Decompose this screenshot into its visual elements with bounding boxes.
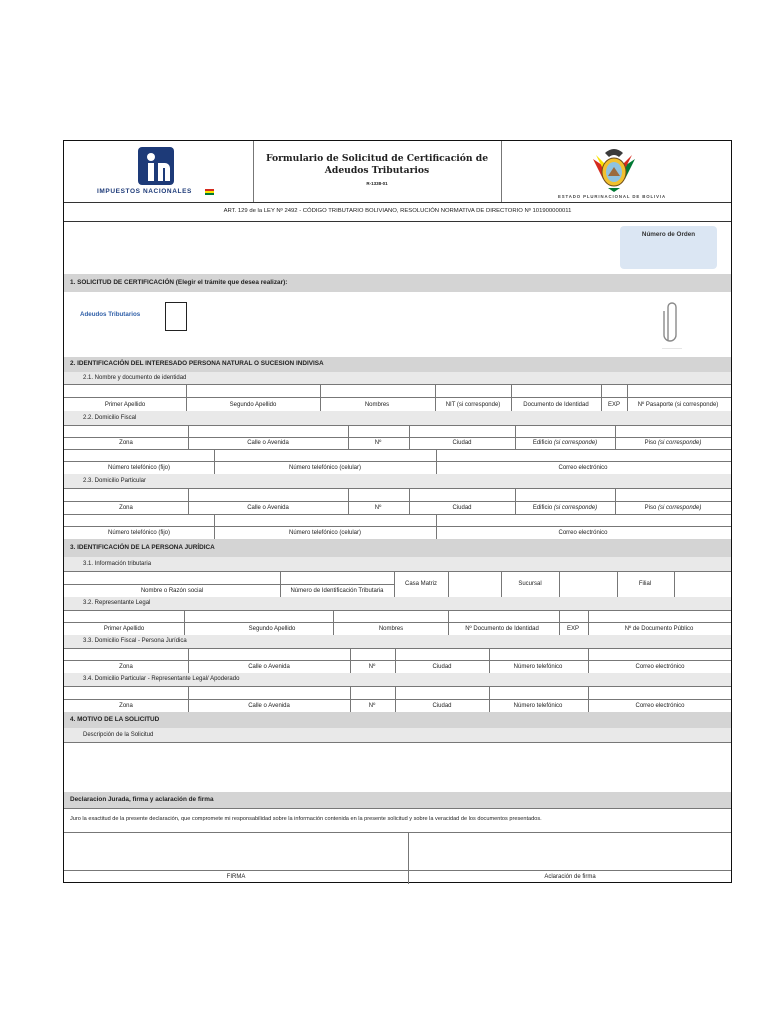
signature-label: FIRMA: [226, 874, 246, 880]
col-ciudad-2: Ciudad: [452, 505, 472, 511]
col-rep-zona: Zona: [119, 703, 133, 709]
page-title-line2: Adeudos Tributarios: [324, 165, 430, 176]
col-calle: Calle o Avenida: [247, 440, 289, 446]
description-textarea[interactable]: [64, 742, 731, 792]
signature-field[interactable]: [64, 832, 408, 870]
col-nit: NIT (si corresponde): [445, 402, 501, 408]
col-rep-ciudad: Ciudad: [432, 703, 452, 709]
section-3-title: 3. IDENTIFICACIÓN DE LA PERSONA JURÍDICA: [70, 544, 215, 551]
subsection-2-1: 2.1. Nombre y documento de identidad: [83, 375, 187, 381]
adeudos-checkbox[interactable]: [165, 302, 187, 331]
bolivia-flag-icon: [205, 189, 214, 195]
tax-form: [63, 140, 732, 883]
col-primer-apellido: Primer Apellido: [104, 402, 146, 408]
col-segundo-apellido: Segundo Apellido: [229, 402, 277, 408]
col-ciudad: Ciudad: [452, 440, 472, 446]
col-rep-primer-apellido: Primer Apellido: [103, 626, 145, 632]
col-rep-correo: Correo electrónico: [635, 703, 685, 709]
col-pasaporte: Nº Pasaporte (si corresponde): [637, 402, 719, 408]
col-piso-2: [645, 505, 702, 511]
col-jur-zona: Zona: [119, 664, 133, 670]
col-exp: EXP: [607, 402, 621, 408]
col-rep-segundo-apellido: Segundo Apellido: [248, 626, 296, 632]
order-number-label: Número de Orden: [641, 231, 696, 238]
page-title: Formulario de Solicitud de Certificación de: [265, 153, 489, 164]
col-edificio-2-label: Edificio: [532, 505, 553, 511]
impuestos-logo-icon: [138, 147, 174, 185]
col-edificio-2: [533, 505, 597, 511]
subsection-2-2: 2.2. Domicilio Fiscal: [83, 415, 137, 421]
col-jur-ciudad: Ciudad: [432, 664, 452, 670]
subsection-3-3: 3.3. Domicilio Fiscal - Persona Jurídica: [83, 638, 187, 644]
col-zona: Zona: [119, 440, 133, 446]
col-rep-documento: Nº Documento de Identidad: [465, 626, 539, 632]
section-4-title: 4. MOTIVO DE LA SOLICITUD: [70, 716, 160, 723]
form-code: R-1338-01: [366, 181, 388, 186]
section-1-title: 1. SOLICITUD DE CERTIFICACIÓN (Elegir el trámite que desea realizar):: [70, 279, 288, 286]
col-edificio-note: (si corresponde): [553, 440, 598, 446]
subsection-4-1: Descripción de la Solicitud: [83, 732, 154, 738]
col-rep-nombres: Nombres: [378, 626, 404, 632]
subsection-2-3: 2.3. Domicilio Particular: [83, 478, 147, 484]
title-block: [253, 141, 501, 202]
col-numero-2: Nº: [374, 505, 382, 511]
col-correo-2: Correo electrónico: [558, 530, 608, 536]
col-rep-numero: Nº: [368, 703, 376, 709]
col-calle-2: Calle o Avenida: [247, 505, 289, 511]
col-nombres: Nombres: [364, 402, 390, 408]
subsection-3-2: 3.2. Representante Legal: [83, 600, 151, 606]
declaration-title: Declaracion Jurada, firma y aclaración de firma: [70, 796, 214, 803]
col-tel-fijo-2: Número telefónico (fijo): [107, 530, 171, 536]
col-piso: [645, 440, 702, 446]
order-number-box[interactable]: [620, 226, 717, 269]
brand-name: IMPUESTOS NACIONALES: [97, 188, 192, 195]
col-correo: Correo electrónico: [558, 465, 608, 471]
col-piso-2-label: Piso: [644, 505, 657, 511]
logo-block: [64, 141, 253, 202]
col-tel-celular-2: Número telefónico (celular): [288, 530, 362, 536]
col-jur-telefono: Número telefónico: [513, 664, 563, 670]
col-jur-numero: Nº: [368, 664, 376, 670]
col-filial: Filial: [638, 581, 652, 587]
col-piso-note: (si corresponde): [657, 440, 702, 446]
col-tel-celular: Número telefónico (celular): [288, 465, 362, 471]
paperclip-icon: [661, 297, 683, 349]
adeudos-option-label: Adeudos Tributarios: [80, 311, 141, 318]
col-zona-2: Zona: [119, 505, 133, 511]
signature-clarification-field[interactable]: [408, 832, 731, 870]
col-documento-identidad: Documento de Identidad: [523, 402, 589, 408]
legal-reference: ART. 129 de la LEY Nº 2492 - CÓDIGO TRIBUTARIO BOLIVIANO, RESOLUCIÓN NORMATIVA DE DIRECTORIO Nº 101900000011: [223, 208, 572, 214]
subsection-3-4: 3.4. Domicilio Particular - Representante Legal/ Apoderado: [83, 676, 240, 682]
clarification-label: Aclaración de firma: [544, 874, 596, 880]
col-numero: Nº: [374, 440, 382, 446]
col-razon-social: Nombre o Razón social: [140, 588, 204, 594]
section-2-title: 2. IDENTIFICACIÓN DEL INTERESADO PERSONA NATURAL O SUCESION INDIVISA: [70, 360, 324, 367]
col-rep-telefono: Número telefónico: [513, 703, 563, 709]
col-sucursal: Sucursal: [518, 581, 542, 587]
col-tel-fijo: Número telefónico (fijo): [107, 465, 171, 471]
col-nit-juridica: Número de Identificación Tributaria: [290, 588, 384, 594]
col-jur-calle: Calle o Avenida: [248, 664, 290, 670]
col-rep-doc-publico: Nº de Documento Público: [624, 626, 694, 632]
col-casa-matriz: Casa Matriz: [404, 581, 438, 587]
subsection-3-1: 3.1. Información tributaria: [83, 561, 152, 567]
col-edificio-label: Edificio: [532, 440, 553, 446]
col-edificio: [533, 440, 597, 446]
col-piso-label: Piso: [644, 440, 657, 446]
coat-of-arms-icon: [591, 145, 637, 193]
col-rep-exp: EXP: [566, 626, 580, 632]
seal-block: [501, 141, 731, 202]
col-piso-2-note: (si corresponde): [657, 505, 702, 511]
col-jur-correo: Correo electrónico: [635, 664, 685, 670]
seal-caption: ESTADO PLURINACIONAL DE BOLIVIA: [558, 194, 666, 199]
col-edificio-2-note: (si corresponde): [553, 505, 598, 511]
col-rep-calle: Calle o Avenida: [248, 703, 290, 709]
declaration-text: Juro la exactitud de la presente declaración, que compromete mi responsabilidad sobre la información contenida en la presente solicitud y sobre la veracidad de los documentos presentados.: [70, 816, 542, 822]
